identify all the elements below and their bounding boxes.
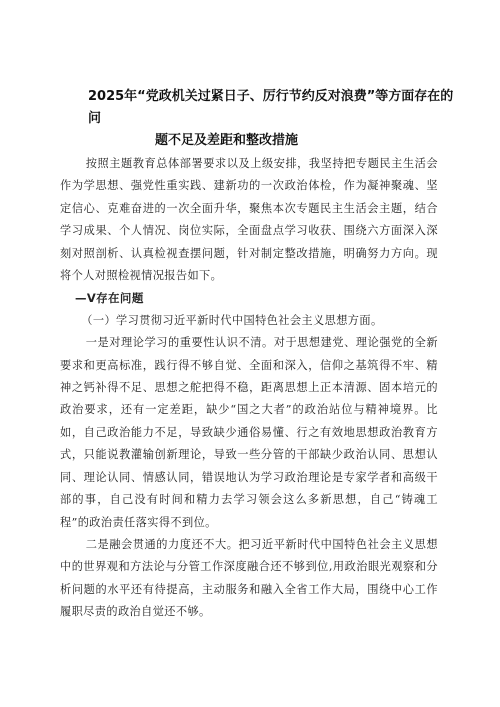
- paragraph-theory-study: 一是对理论学习的重要性认识不清。对于思想建党、理论强党的全新要求和更高标准，践行得不够自觉、全面和深入，信仰之基筑得不牢、精神之钙补得不足、思想之舵把得不稳，距离思想上正本清源、固本培元的政治要求，还有一定差距，缺少“国之大者”的政治站位与精神境界。比如，自己政治能力不足，导致缺少通俗易懂、行之有效地思想政治教育方式，只能说教灌输创新理论，导致一些分管的干部缺少政治认同、思想认同、理论认同、情感认同，错误地认为学习政治理论是专家学者和高级干部的事，自己没有时间和精力去学习领会这么多新思想，自己“铸魂工程”的政治责任落实得不到位。: [60, 336, 438, 529]
- title-line-1: 2025年“党政机关过紧日子、厉行节约反对浪费”等方面存在的问: [88, 89, 454, 126]
- paragraph-integration: 二是融会贯通的力度还不大。把习近平新时代中国特色社会主义思想中的世界观和方法论与分管工作深度融合还不够到位,用政治眼光观察和分析问题的水平还有待提高，主动服务和融入全省工作大局，围绕中心工作履职尽责的政治自觉还不够。: [60, 537, 438, 619]
- section-heading-problems: —V存在问题: [74, 291, 144, 306]
- subsection-heading-theory: （一）学习贯彻习近平新时代中国特色社会主义思想方面。: [81, 313, 383, 327]
- intro-paragraph: 按照主题教育总体部署要求以及上级安排，我坚持把专题民主生活会作为学思想、强党性重实践、建新功的一次政治体检，作为凝神聚魂、坚定信心、克难奋进的一次全面升华，聚焦本次专题民主生活会主题，结合学习成果、个人情况、岗位实际，全面盘点学习收获、围绕六方面深入深刻对照剖析、认真检视查摆问题，针对制定整改措施，明确努力方向。现将个人对照检视情况报告如下。: [60, 157, 438, 283]
- document-title: [88, 86, 458, 152]
- document-body: [60, 153, 438, 624]
- title-line-2: 题不足及差距和整改措施: [155, 133, 299, 148]
